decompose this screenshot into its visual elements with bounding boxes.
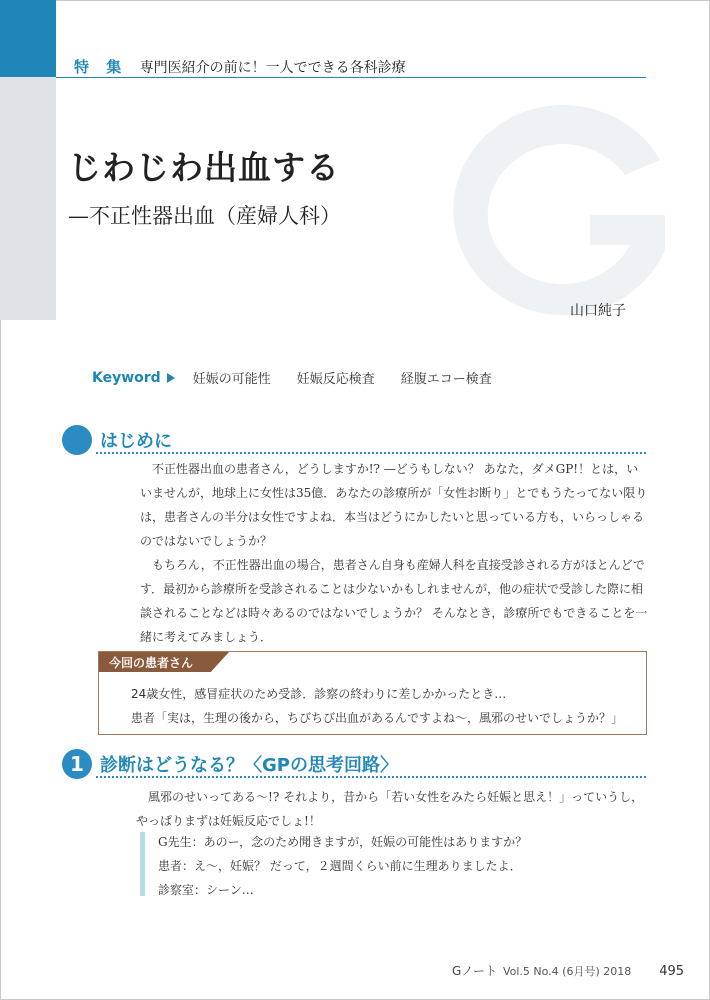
dialog-line: 患者：え〜，妊娠？ だって，２週間くらい前に生理ありましたよ．: [158, 859, 522, 873]
section-circle-icon: [62, 425, 92, 455]
journal-g-logo-icon: [440, 100, 700, 330]
triangle-right-icon: [167, 373, 175, 383]
article-title: じわじわ出血する: [68, 148, 340, 187]
keyword-row: [92, 368, 518, 387]
intro-body: [140, 457, 648, 649]
intro-line: 談されることなどは時々あるのではないでしょうか？ そんなとき，診療所でもできることを一: [140, 606, 648, 620]
section1-title: 診断はどうなる？〈GPの思考回路〉: [100, 755, 398, 776]
section1-body: [136, 785, 648, 833]
intro-line: のではないでしょうか？: [140, 534, 273, 548]
keyword-item: 経腹エコー検査: [400, 372, 492, 387]
intro-line: 不正性器出血の患者さん，どうしますか!? —どうもしない？ あなた，ダメGP!！とは，い: [152, 462, 639, 476]
section-intro-title: はじめに: [100, 431, 172, 452]
feature-label: 特 集: [74, 58, 128, 76]
case-box: [98, 651, 647, 735]
dotted-divider: [96, 776, 646, 778]
article-subtitle: —不正性器出血（産婦人科）: [68, 204, 341, 228]
feature-header: [74, 56, 406, 77]
section1-line: やっぱりまずは妊娠反応でしょ!！: [136, 814, 321, 828]
section-intro-heading: [62, 425, 172, 455]
case-line: 24歳女性，感冒症状のため受診．診察の終わりに差しかかったとき…: [131, 687, 507, 701]
intro-line: 緒に考えてみましょう．: [140, 630, 273, 644]
intro-line: す．最初から診療所を受診されることは少ないかもしれませんが，他の症状で受診した際に相: [140, 582, 644, 596]
intro-line: いませんが，地球上に女性は35億．あなたの診療所が「女性お断り」とでもうたってない限り: [140, 486, 648, 500]
feature-title: 専門医紹介の前に！一人でできる各科診療: [139, 60, 406, 76]
journal-name: Gノート: [452, 964, 497, 978]
dotted-divider: [96, 452, 646, 454]
case-line: 患者「実は，生理の後から，ちびちび出血があるんですよね〜，風邪のせいでしょうか？」: [131, 711, 624, 725]
page-footer: [452, 962, 684, 979]
author-name: 山口純子: [570, 303, 626, 319]
dialog-line: G先生：あのー，念のため聞きますが，妊娠の可能性はありますか？: [158, 835, 528, 849]
keyword-item: 妊娠の可能性: [192, 372, 271, 387]
section-number-badge: 1: [62, 749, 92, 779]
case-label: 今回の患者さん: [109, 656, 194, 670]
keyword-label: Keyword: [92, 369, 161, 386]
section1-line: 風邪のせいってある〜!? それより，昔から「若い女性をみたら妊娠と思え！」っていうし，: [148, 790, 644, 804]
keyword-item: 妊娠反応検査: [296, 372, 375, 387]
dialog-line: 診察室：シーン…: [158, 883, 254, 897]
intro-line: は，患者さんの半分は女性ですよね．本当はどうにかしたいと思っている方も，いらっしゃる: [140, 510, 645, 524]
dialog-bar: [140, 832, 145, 896]
issue-info: Vol.5 No.4 (6月号) 2018: [502, 965, 632, 978]
header-rule: [56, 77, 646, 78]
page-number: 495: [659, 964, 685, 979]
blue-tab: [0, 0, 56, 77]
section1-heading: [62, 749, 398, 779]
intro-line: もちろん，不正性器出血の場合，患者さん自身も産婦人科を直接受診される方がほとんどで: [152, 558, 645, 572]
